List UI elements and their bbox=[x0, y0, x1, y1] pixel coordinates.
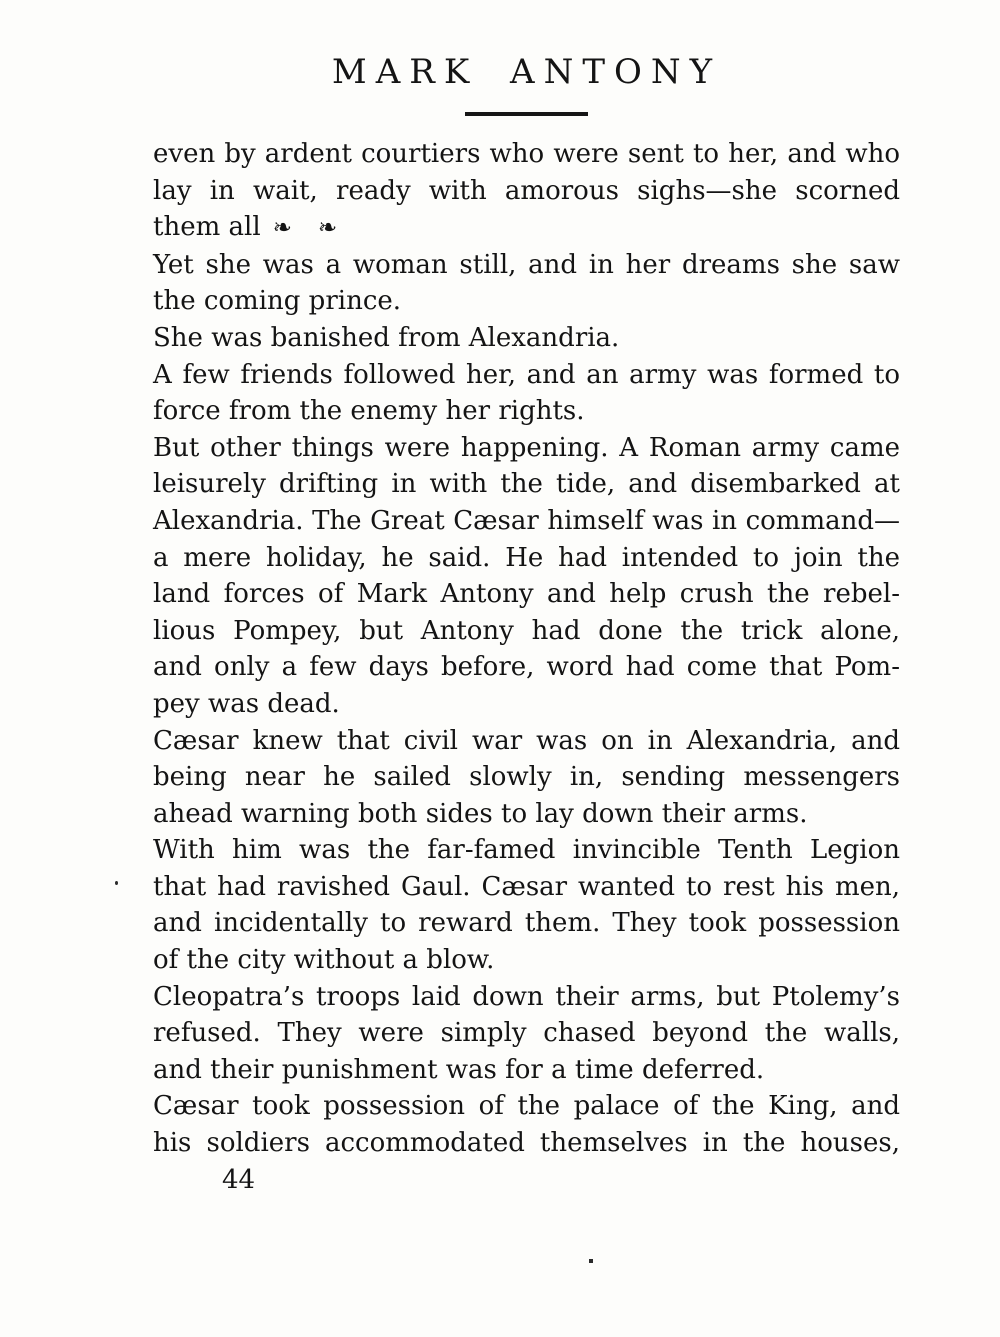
paragraph bbox=[153, 832, 900, 978]
text-line: pey was dead. bbox=[153, 688, 340, 719]
text-line: them all ❧ ❧ bbox=[153, 212, 347, 243]
text-block bbox=[153, 136, 900, 1198]
text-line: his soldiers accommodated themselves in the houses, bbox=[153, 1128, 900, 1159]
text-line: refused. They were simply chased beyond the walls, bbox=[153, 1018, 900, 1049]
paragraph bbox=[153, 723, 900, 833]
text-line: a mere holiday, he said. He had intended to join the bbox=[153, 542, 900, 573]
paragraph bbox=[153, 430, 900, 723]
text-line: and incidentally to reward them. They took possession bbox=[153, 908, 900, 939]
paragraph bbox=[153, 1088, 900, 1161]
text-line: that had ravished Gaul. Cæsar wanted to rest his men, bbox=[153, 871, 900, 902]
text-line: force from the enemy her rights. bbox=[153, 396, 585, 427]
page-title: MARK ANTONY bbox=[331, 52, 722, 92]
text-line: and only a few days before, word had come that Pom- bbox=[153, 652, 900, 683]
paragraph bbox=[153, 979, 900, 1089]
text-line: leisurely drifting in with the tide, and disembarked at bbox=[153, 469, 900, 500]
fleuron-ornament-icon: ❧ ❧ bbox=[272, 215, 347, 242]
text-line: She was banished from Alexandria. bbox=[153, 322, 620, 353]
text-line: land forces of Mark Antony and help crush the rebel- bbox=[153, 579, 900, 610]
title-divider-rule bbox=[465, 112, 588, 116]
scan-speck bbox=[589, 1259, 593, 1263]
paragraph bbox=[153, 357, 900, 430]
text-line: Cæsar took possession of the palace of the King, and bbox=[153, 1091, 900, 1122]
text-line: the coming prince. bbox=[153, 286, 402, 317]
text-line: ahead warning both sides to lay down their arms. bbox=[153, 798, 808, 829]
text-line: lious Pompey, but Antony had done the trick alone, bbox=[153, 615, 900, 646]
paragraph bbox=[153, 320, 900, 357]
text-line: of the city without a blow. bbox=[153, 945, 495, 976]
text-line: even by ardent courtiers who were sent to her, and who bbox=[153, 139, 900, 169]
text-line: Yet she was a woman still, and in her dreams she saw bbox=[153, 249, 900, 280]
text-line: With him was the far-famed invincible Tenth Legion bbox=[153, 835, 900, 866]
paragraph bbox=[153, 247, 900, 320]
text-line: Cæsar knew that civil war was on in Alexandria, and bbox=[153, 725, 900, 756]
text-line: But other things were happening. A Roman army came bbox=[153, 432, 900, 463]
text-line: and their punishment was for a time deferred. bbox=[153, 1054, 765, 1085]
scan-speck bbox=[115, 881, 118, 885]
text-line: being near he sailed slowly in, sending messengers bbox=[153, 762, 900, 793]
text-line: lay in wait, ready with amorous sighs—she scorned bbox=[153, 175, 900, 206]
text-line: Alexandria. The Great Cæsar himself was in command— bbox=[153, 505, 900, 536]
text-line: Cleopatra’s troops laid down their arms, but Ptolemy’s bbox=[153, 981, 900, 1012]
text-line: A few friends followed her, and an army was formed to bbox=[153, 359, 900, 390]
page-number: 44 bbox=[222, 1164, 256, 1195]
paragraph bbox=[153, 136, 900, 247]
